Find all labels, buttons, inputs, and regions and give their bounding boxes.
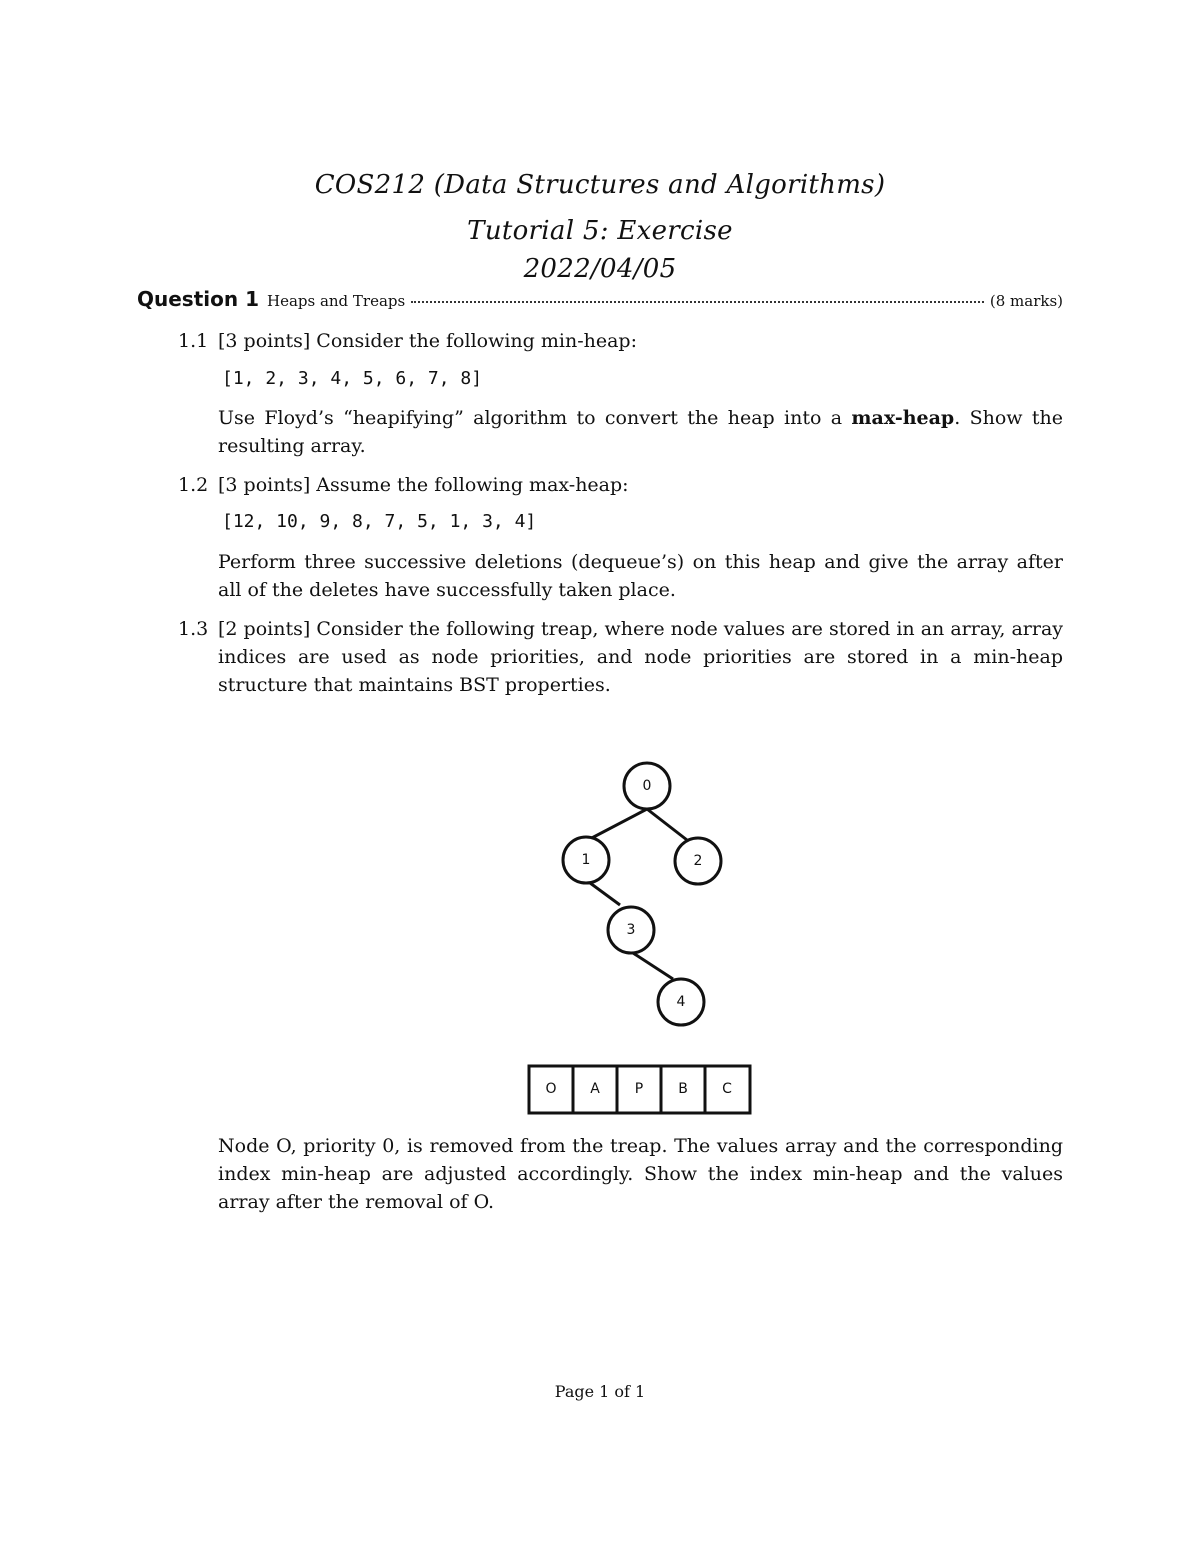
array-cell-2: P: [634, 1081, 644, 1097]
edge-0-1: [586, 809, 647, 841]
question-marks: (8 marks): [989, 292, 1063, 310]
array-cell-0: O: [545, 1081, 557, 1097]
tutorial-title: Tutorial 5: Exercise: [467, 216, 733, 246]
item-intro-1-1: [3 points] Consider the following min-heap:: [218, 330, 637, 352]
node-label-4: 4: [676, 994, 686, 1010]
node-label-2: 2: [693, 853, 703, 869]
edge-0-2: [647, 809, 687, 840]
item-intro-1-2: [3 points] Assume the following max-heap:: [218, 474, 629, 496]
array-cell-4: C: [722, 1081, 732, 1097]
max-heap-array: [12, 10, 9, 8, 7, 5, 1, 3, 4]: [222, 511, 537, 532]
item-number-1-3: 1.3: [178, 618, 209, 640]
node-label-1: 1: [581, 852, 591, 868]
course-title: COS212 (Data Structures and Algorithms): [314, 170, 886, 200]
edge-3-4: [630, 951, 673, 979]
item-text-1-2: Perform three successive deletions (dequeue’s) on this heap and give the array after all of the deletes have successfully taken place.: [218, 551, 1063, 601]
array-cell-1: A: [590, 1081, 600, 1097]
item-text-1-1-before: Use Floyd’s “heapifying” algorithm to convert the heap into a: [218, 407, 852, 429]
item-number-1-2: 1.2: [178, 474, 209, 496]
array-cell-3: B: [678, 1081, 688, 1097]
node-label-0: 0: [642, 778, 652, 794]
values-array: [529, 1066, 750, 1113]
question-label: Question 1: [137, 287, 259, 311]
item-text-1-3: Node O, priority 0, is removed from the treap. The values array and the corresponding index min-heap are adjusted accordingly. Show the index min-heap and the values array after the removal of O.: [218, 1135, 1063, 1213]
tutorial-date: 2022/04/05: [523, 254, 677, 284]
question-topic: Heaps and Treaps: [266, 292, 406, 310]
item-text-1-1-bold: max-heap: [851, 407, 955, 429]
item-intro-1-3: [2 points] Consider the following treap, where node values are stored in an array, array indices are used as node priorities, and node priorities are stored in a min-heap structure that maintains BST properties.: [218, 618, 1063, 696]
item-text-1-1-after: . Show the resulting array.: [218, 407, 1063, 457]
min-heap-array: [1, 2, 3, 4, 5, 6, 7, 8]: [222, 368, 483, 389]
node-label-3: 3: [626, 922, 636, 938]
item-number-1-1: 1.1: [178, 330, 209, 352]
page-footer: Page 1 of 1: [554, 1382, 646, 1401]
